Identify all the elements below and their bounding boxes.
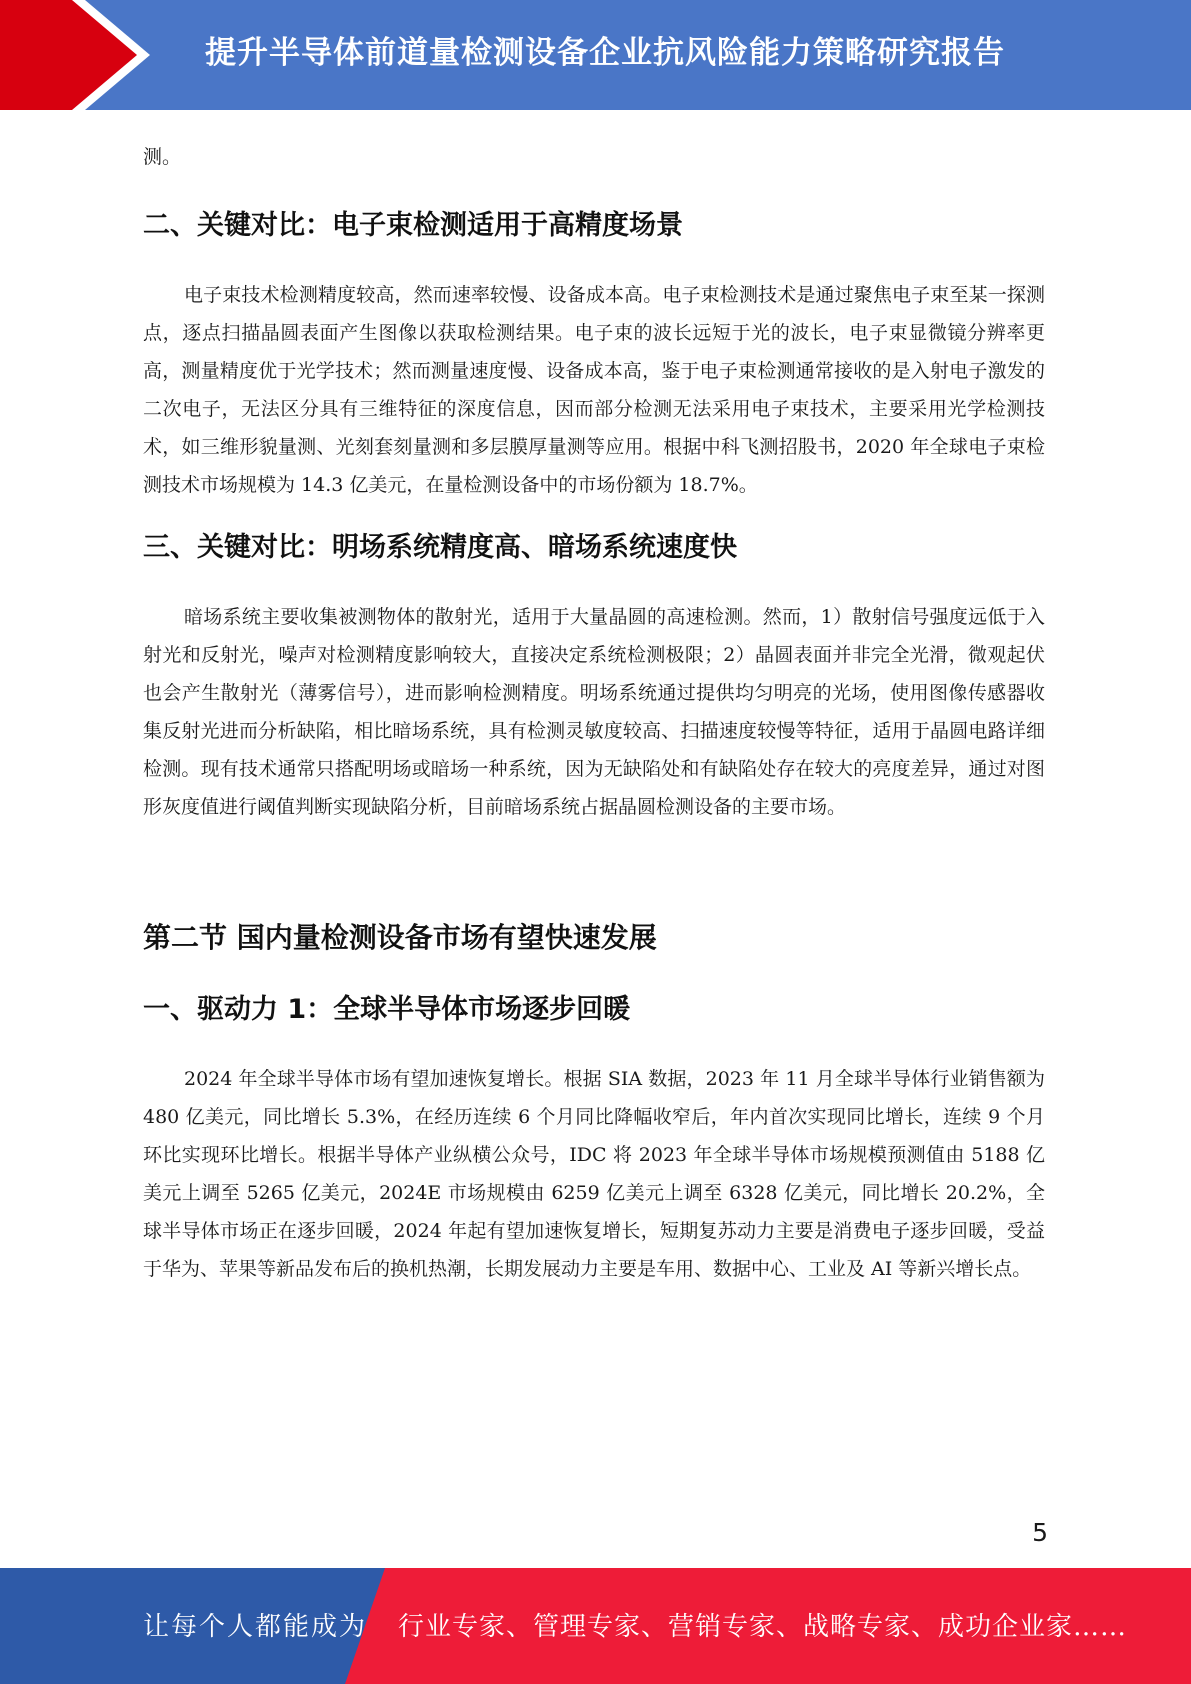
paragraph-electron-beam: 电子束技术检测精度较高，然而速率较慢、设备成本高。电子束检测技术是通过聚焦电子束至某一探测点，逐点扫描晶圆表面产生图像以获取检测结果。电子束的波长远短于光的波长，电子束显微镜分辨率更高，测量精度优于光学技术；然而测量速度慢、设备成本高，鉴于电子束检测通常接收的是入射电子激发的二次电子，无法区分具有三维特征的深度信息，因而部分检测无法采用电子束技术，主要采用光学检测技术，如三维形貌量测、光刻套刻量测和多层膜厚量测等应用。根据中科飞测招股书，2020 年全球电子束检测技术市场规模为 14.3 亿美元，在量检测设备中的市场份额为 18.7%。 [143, 284, 1045, 496]
heading-brightfield-darkfield: 三、关键对比：明场系统精度高、暗场系统速度快 [143, 532, 737, 563]
page-header [0, 0, 1191, 110]
heading-driver-1: 一、驱动力 1：全球半导体市场逐步回暖 [143, 994, 631, 1025]
paragraph-continuation: 测。 [143, 146, 182, 168]
report-title: 提升半导体前道量检测设备企业抗风险能力策略研究报告 [205, 35, 1005, 71]
page-number: 5 [1032, 1518, 1048, 1547]
section-heading: 第二节 国内量检测设备市场有望快速发展 [143, 921, 657, 954]
paragraph-driver-1: 2024 年全球半导体市场有望加速恢复增长。根据 SIA 数据，2023 年 11 月全球半导体行业销售额为 480 亿美元，同比增长 5.3%，在经历连续 6 个月同比降幅收窄后，年内首次实现同比增长，连续 9 个月环比实现环比增长。根据半导体产业纵横公众号，IDC 将 2023 年全球半导体市场规模预测值由 5188 亿美元上调至 5265 亿美元，2024E 市场规模由 6259 亿美元上调至 6328 亿美元，同比增长 20.2%，全球半导体市场正在逐步回暖，2024 年起有望加速恢复增长，短期复苏动力主要是消费电子逐步回暖，受益于华为、苹果等新品发布后的换机热潮，长期发展动力主要是车用、数据中心、工业及 AI 等新兴增长点。 [143, 1068, 1045, 1280]
header-arrow-decoration [0, 0, 160, 110]
footer-slogan-left: 让每个人都能成为 [143, 1612, 368, 1642]
footer-slogan-right: 行业专家、管理专家、营销专家、战略专家、成功企业家…… [398, 1612, 1128, 1642]
heading-electron-beam: 二、关键对比：电子束检测适用于高精度场景 [143, 210, 683, 241]
paragraph-brightfield-darkfield: 暗场系统主要收集被测物体的散射光，适用于大量晶圆的高速检测。然而，1）散射信号强度远低于入射光和反射光，噪声对检测精度影响较大，直接决定系统检测极限；2）晶圆表面并非完全光滑，微观起伏也会产生散射光（薄雾信号），进而影响检测精度。明场系统通过提供均匀明亮的光场，使用图像传感器收集反射光进而分析缺陷，相比暗场系统，具有检测灵敏度较高、扫描速度较慢等特征，适用于晶圆电路详细检测。现有技术通常只搭配明场或暗场一种系统，因为无缺陷处和有缺陷处存在较大的亮度差异，通过对图形灰度值进行阈值判断实现缺陷分析，目前暗场系统占据晶圆检测设备的主要市场。 [143, 606, 1045, 818]
document-body [143, 130, 1045, 1288]
page-footer [0, 1568, 1191, 1684]
